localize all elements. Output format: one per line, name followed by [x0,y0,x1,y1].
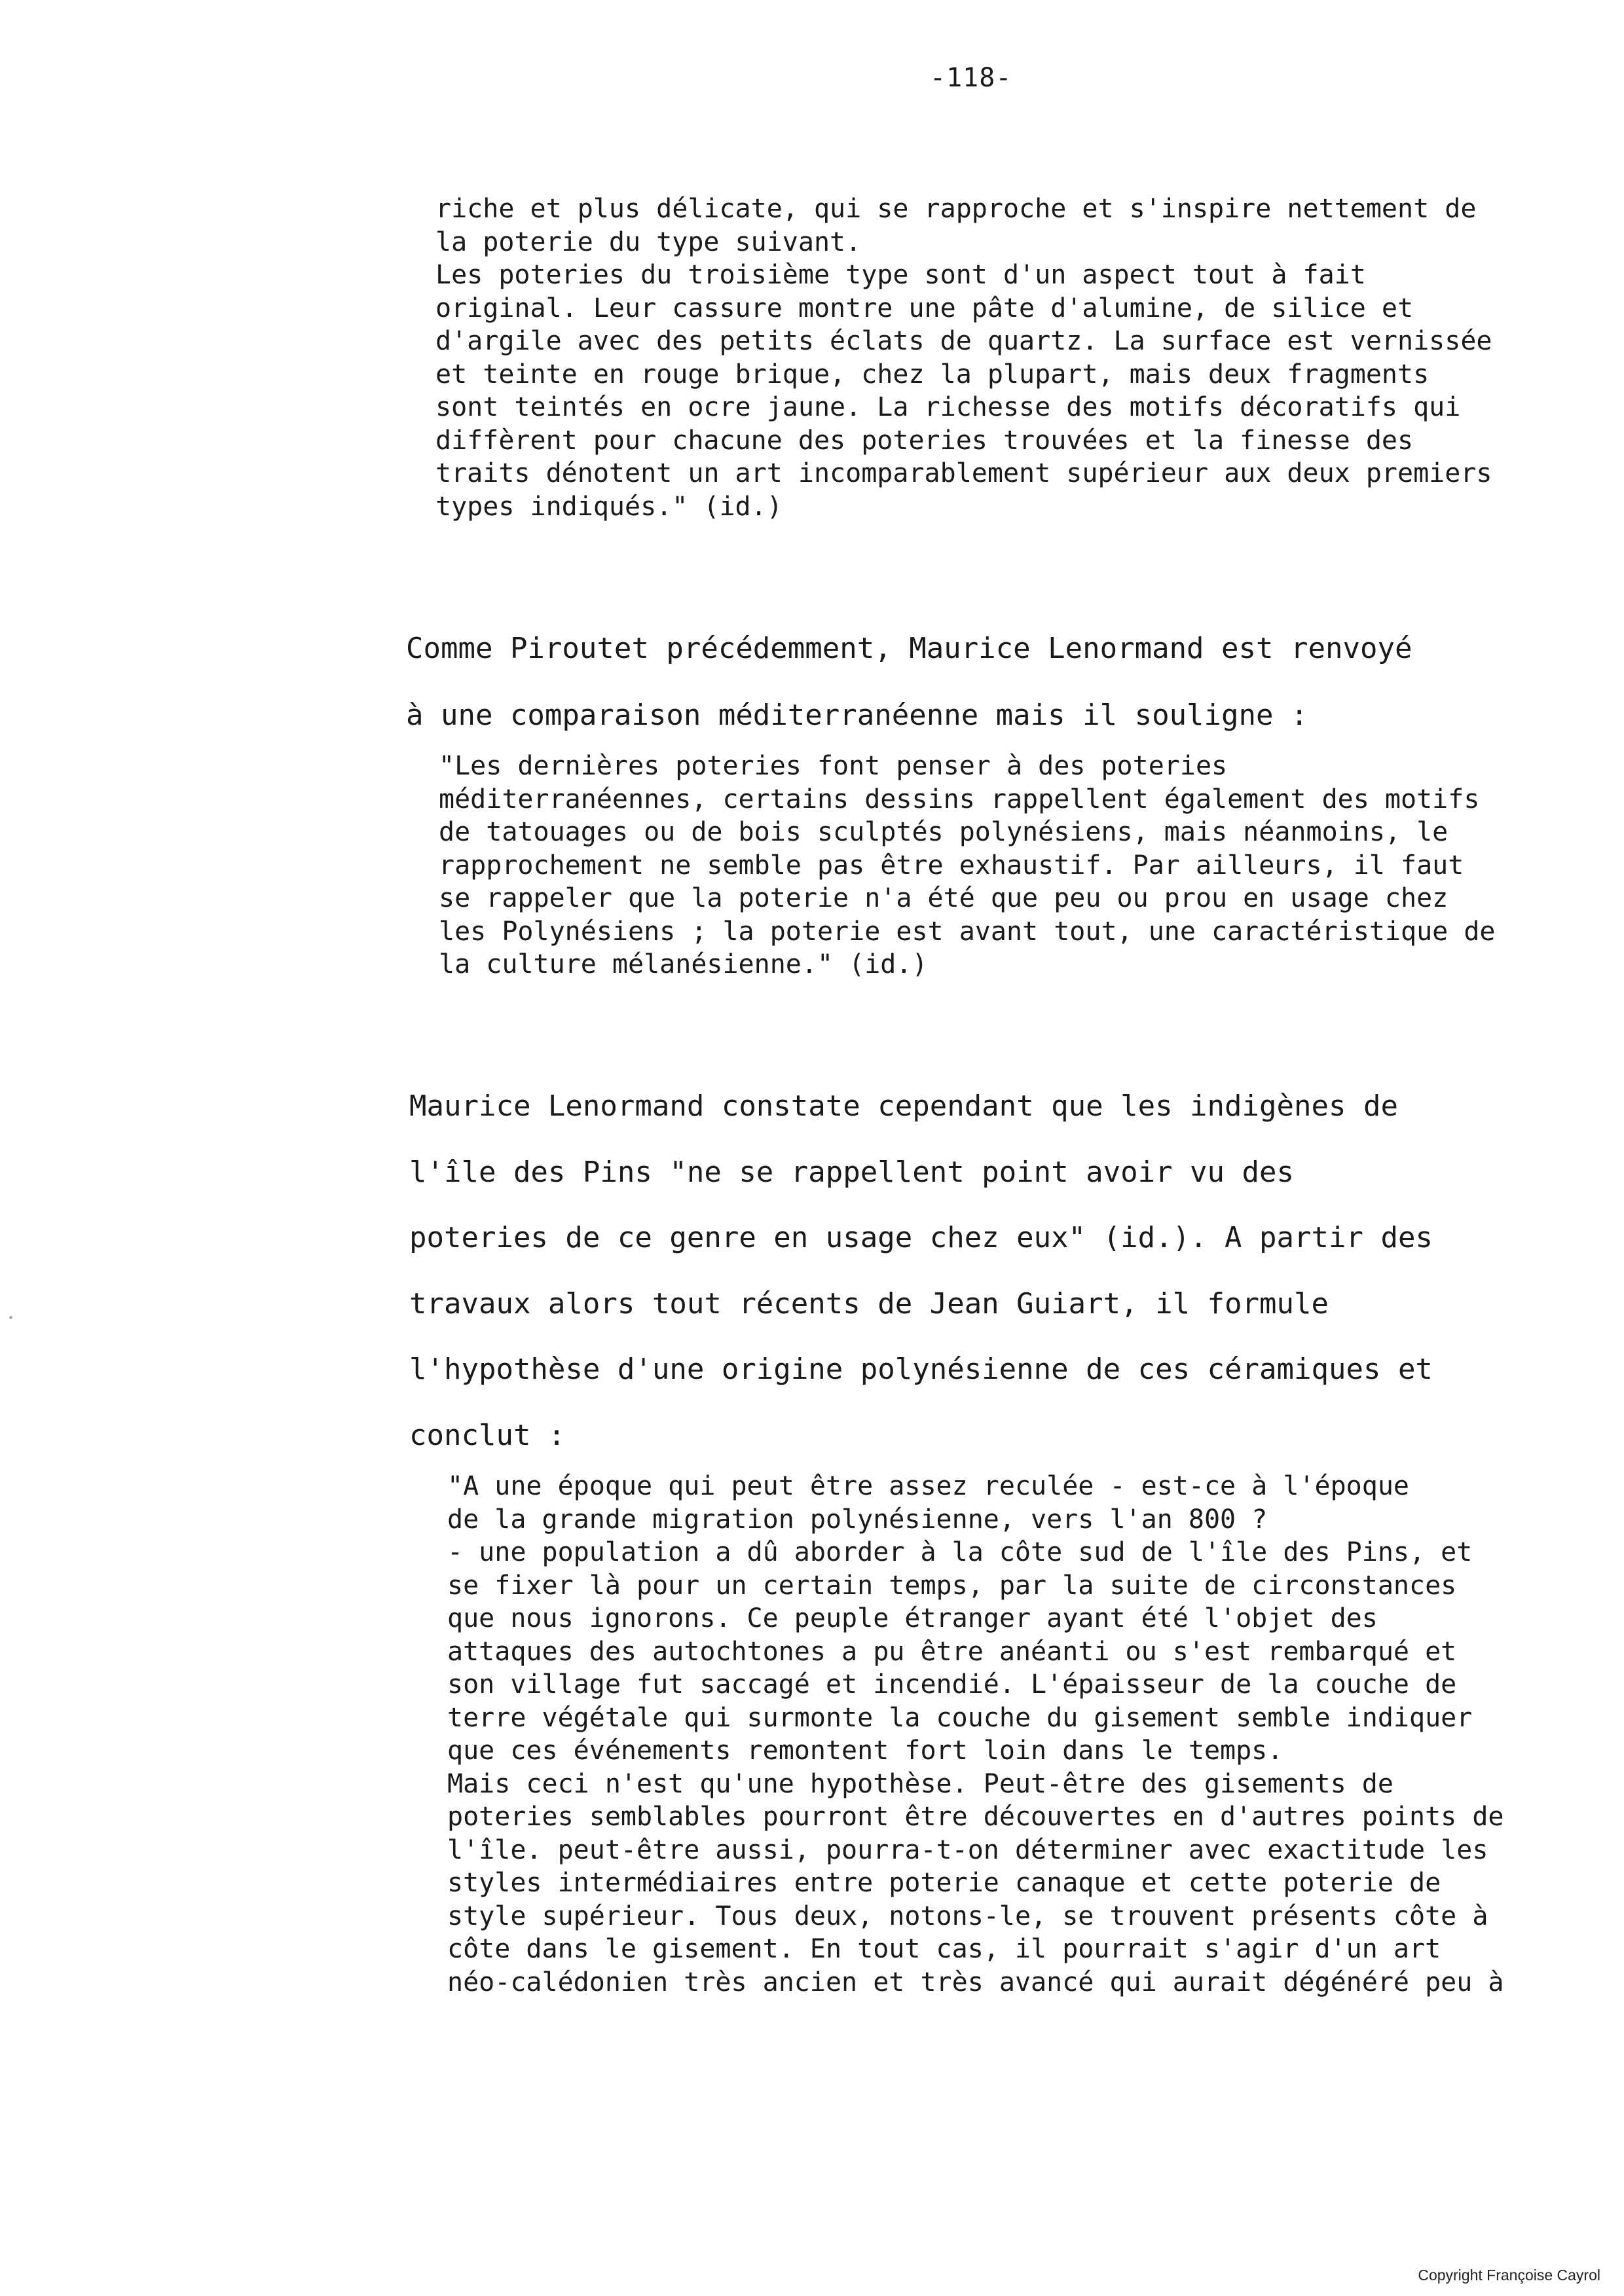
scan-speck [9,1316,12,1319]
paragraph-lenormand-hypothesis: Maurice Lenormand constate cependant que les indigènes de l'île des Pins "ne se rappellent point avoir vu des poteries de ce genre en usage chez eux" (id.). A partir des travaux alors tout récents de Jean Guiart, il formule l'hypothèse d'une origine polynésienne de ces céramiques et conclut : [409,1089,1433,1452]
quote-block-migration: "A une époque qui peut être assez reculée - est-ce à l'époque de la grande migration polynésienne, vers l'an 800 ? - une population a dû aborder à la côte sud de l'île des Pins, et se fixer là pour un certain temps, par la suite de circonstances que nous ignorons. Ce peuple étranger ayant été l'objet des attaques des autochtones a pu être anéanti ou s'est rembarqué et son village fut saccagé et incendié. L'épaisseur de la couche de terre végétale qui surmonte la couche du gisement semble indiquer que ces événements remontent fort loin dans le temps. Mais ceci n'est qu'une hypothèse. Peut-être des gisements de poteries semblables pourront être découvertes en d'autres points de l'île. peut-être aussi, pourra-t-on déterminer avec exactitude les styles intermédiaires entre poterie canaque et cette poterie de style supérieur. Tous deux, notons-le, se trouvent présents côte à côte dans le gisement. En tout cas, il pourrait s'agir d'un art néo-calédonien très ancien et très avancé qui aurait dégénéré peu à [447,1471,1504,1997]
paragraph-comparison: Comme Piroutet précédemment, Maurice Lenormand est renvoyé à une comparaison méditerranéenne mais il souligne : [406,632,1412,732]
page-number: -118- [930,63,1012,93]
quote-block-mediterranean: "Les dernières poteries font penser à des poteries méditerranéennes, certains dessins rappellent également des motifs de tatouages ou de bois sculptés polynésiens, mais néanmoins, le rapprochement ne semble pas être exhaustif. Par ailleurs, il faut se rappeler que la poterie n'a été que peu ou prou en usage chez les Polynésiens ; la poterie est avant tout, une caractéristique de la culture mélanésienne." (id.) [439,751,1496,979]
quote-block-pottery-types: riche et plus délicate, qui se rapproche et s'inspire nettement de la poterie du type suivant. Les poteries du troisième type sont d'un aspect tout à fait original. Leur cassure montre une pâte d'alumine, de silice et d'argile avec des petits éclats de quartz. La surface est vernissée et teinte en rouge brique, chez la plupart, mais deux fragments sont teintés en ocre jaune. La richesse des motifs décoratifs qui diffèrent pour chacune des poteries trouvées et la finesse des traits dénotent un art incomparablement supérieur aux deux premiers types indiqués." (id.) [435,194,1492,522]
copyright-notice: Copyright Françoise Cayrol [1418,2267,1600,2284]
